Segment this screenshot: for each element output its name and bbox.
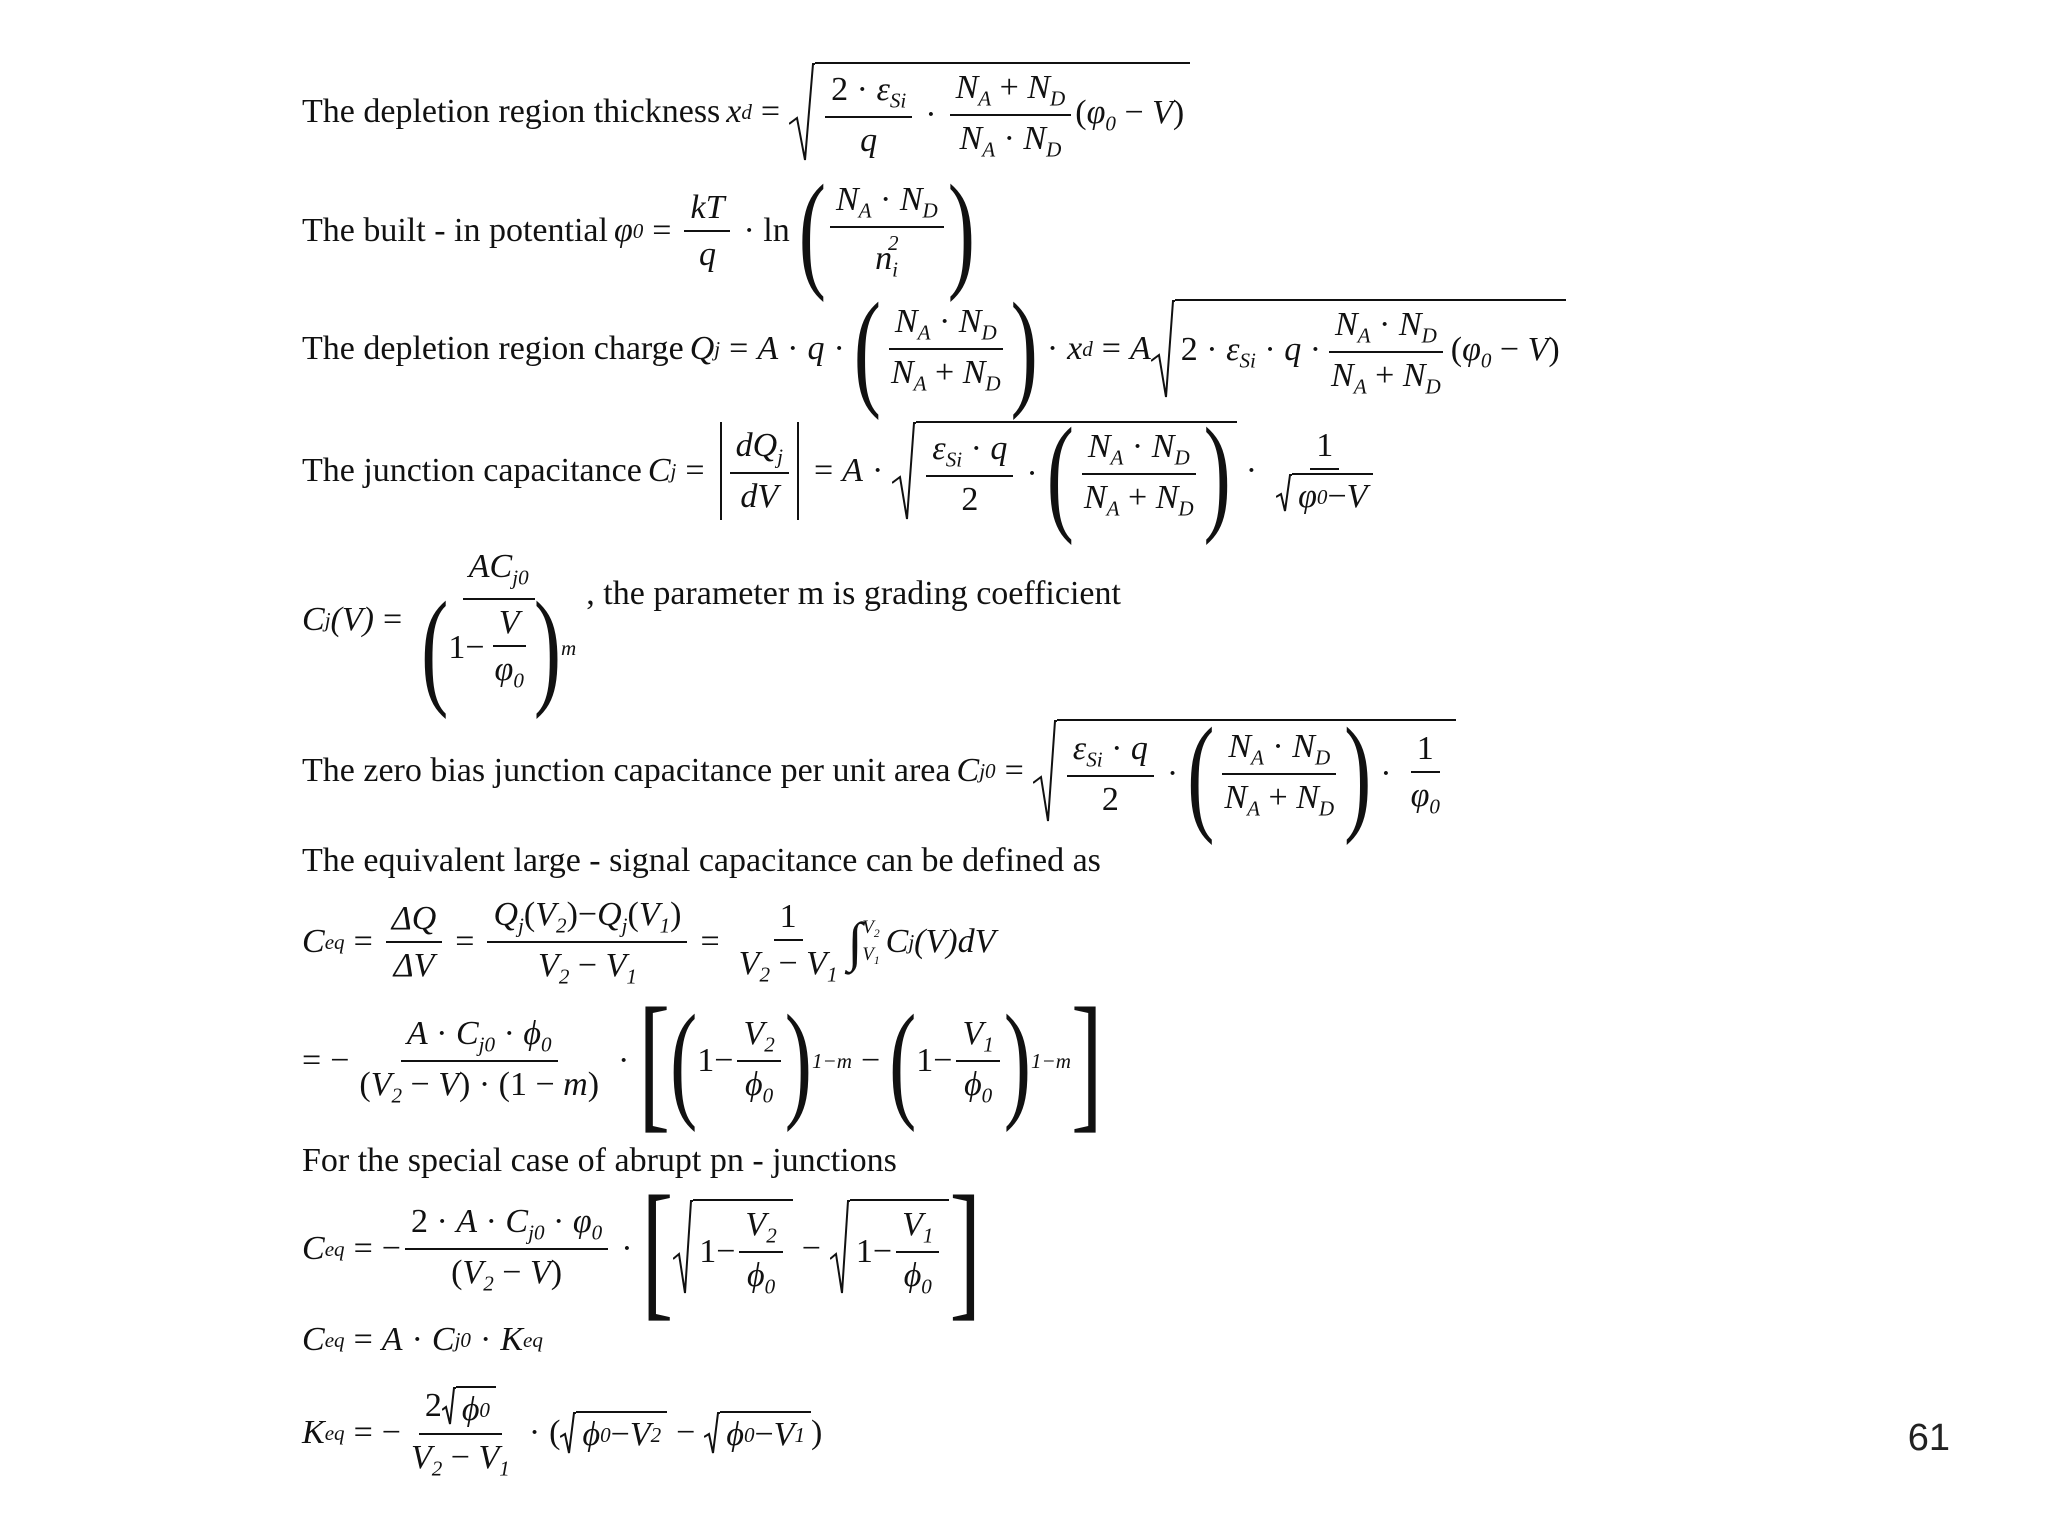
abrupt-case-heading — [302, 1136, 897, 1186]
equation-depletion-thickness: The depletion region thickness x d = $2 \cdot \varepsilon_{Si}$ q · $N_A + N_D$ $N_A \cdot N_D$ $(\varphi_0 - V)$ — [302, 62, 1190, 162]
label-junction-capacitance: The junction capacitance — [302, 452, 642, 489]
equivalent-large-signal-heading — [302, 836, 1101, 886]
equation-ceq-definition: C eq = $\frac{\Delta Q}{\Delta V}$ = $\frac{Q_j(V_2)-Q_j(V_1)}{V_2 - V_1}$ = $\frac{1}{V_2 - V_1}$ ∫ $V_2$ $V_1$ C j (V)dV — [302, 896, 996, 989]
equation-zero-bias-capacitance: The zero bias junction capacitance per unit area C j0 = $\varepsilon_{Si} \cdot q$ 2 · ( $N_A \cdot N_D$ $N_A + N_D$ ) · 1 $\varphi_0$ — [302, 716, 1456, 826]
label-abrupt-case: For the special case of abrupt pn - junctions — [302, 1142, 897, 1179]
sqrt-symbol: $2 \cdot \varepsilon_{Si}$ q · $N_A + N_D$ $N_A \cdot N_D$ $(\varphi_0 - V)$ — [789, 62, 1190, 162]
label-grading-note: , the parameter m is grading coefficient — [586, 575, 1121, 612]
equation-junction-capacitance: The junction capacitance C j = $dQ_j$ dV = A · $\varepsilon_{Si} \cdot q$ 2 · ( $N_A \cdot N_D$ $N_A + N_D$ ) · 1 φ 0 − V — [302, 416, 1383, 526]
equation-ceq-expanded: = − $\frac{A \cdot C_{j0} \cdot \phi_0}{(V_2 - V) \cdot (1 - m)}$ · [ ( 1− $V_2$ $\phi_0$ ) 1−m − ( 1− $V_1$ $\phi_0$ ) 1−m ] — [302, 976, 1103, 1146]
page-number: 61 — [1907, 1417, 1950, 1459]
sqrt-symbol: $\varepsilon_{Si} \cdot q$ 2 · ( $N_A \cdot N_D$ $N_A + N_D$ ) · 1 $\varphi_0$ — [1033, 719, 1456, 823]
label-zero-bias: The zero bias junction capacitance per unit area — [302, 752, 951, 789]
equation-built-in-potential: The built - in potential φ 0 = $\frac{kT}{q}$ · ln ( $N_A \cdot N_D$ $n_i^2$ ) — [302, 157, 975, 303]
sqrt-symbol: $\varepsilon_{Si} \cdot q$ 2 · ( $N_A \cdot N_D$ $N_A + N_D$ ) — [892, 421, 1237, 521]
equation-cj-of-v: C j (V) = $AC_{j0}$ ( 1− V $\varphi_0$ ) m , the parameter m is grading coefficient — [302, 548, 1121, 720]
equation-keq: K eq = − 2 ϕ 0 $V_2 - V_1$ · ( ϕ 0 − V 2 − ϕ 0 − V 1 ) — [302, 1386, 823, 1480]
label-depletion-thickness: The depletion region thickness — [302, 93, 721, 130]
sqrt-symbol: $2 \cdot \varepsilon_{Si} \cdot q$ · $N_A \cdot N_D$ $N_A + N_D$ $(\varphi_0 - V)$ — [1151, 299, 1566, 399]
label-depletion-charge: The depletion region charge — [302, 330, 684, 367]
equation-ceq-abrupt: C eq = − $\frac{2 \cdot A \cdot C_{j0} \cdot \varphi_0}{(V_2 - V)}$ · [ 1− $V_2$ $\phi_0$ − 1− $V_1$ $\phi_0$ ] — [302, 1164, 982, 1334]
label-built-in-potential: The built - in potential — [302, 212, 608, 249]
equation-depletion-charge: The depletion region charge Q j = A · q · ( $N_A \cdot N_D$ $N_A + N_D$ ) · x d = A $2 \cdot \varepsilon_{Si} \cdot q$ · $N_A \cdot N_D$ $N_A + N_D$ $(\varphi_0 - V)$ — [302, 294, 1566, 404]
equation-ceq-keq: C eq = A · C j0 · K eq — [302, 1321, 543, 1358]
label-equivalent-large-signal: The equivalent large - signal capacitance can be defined as — [302, 842, 1101, 879]
